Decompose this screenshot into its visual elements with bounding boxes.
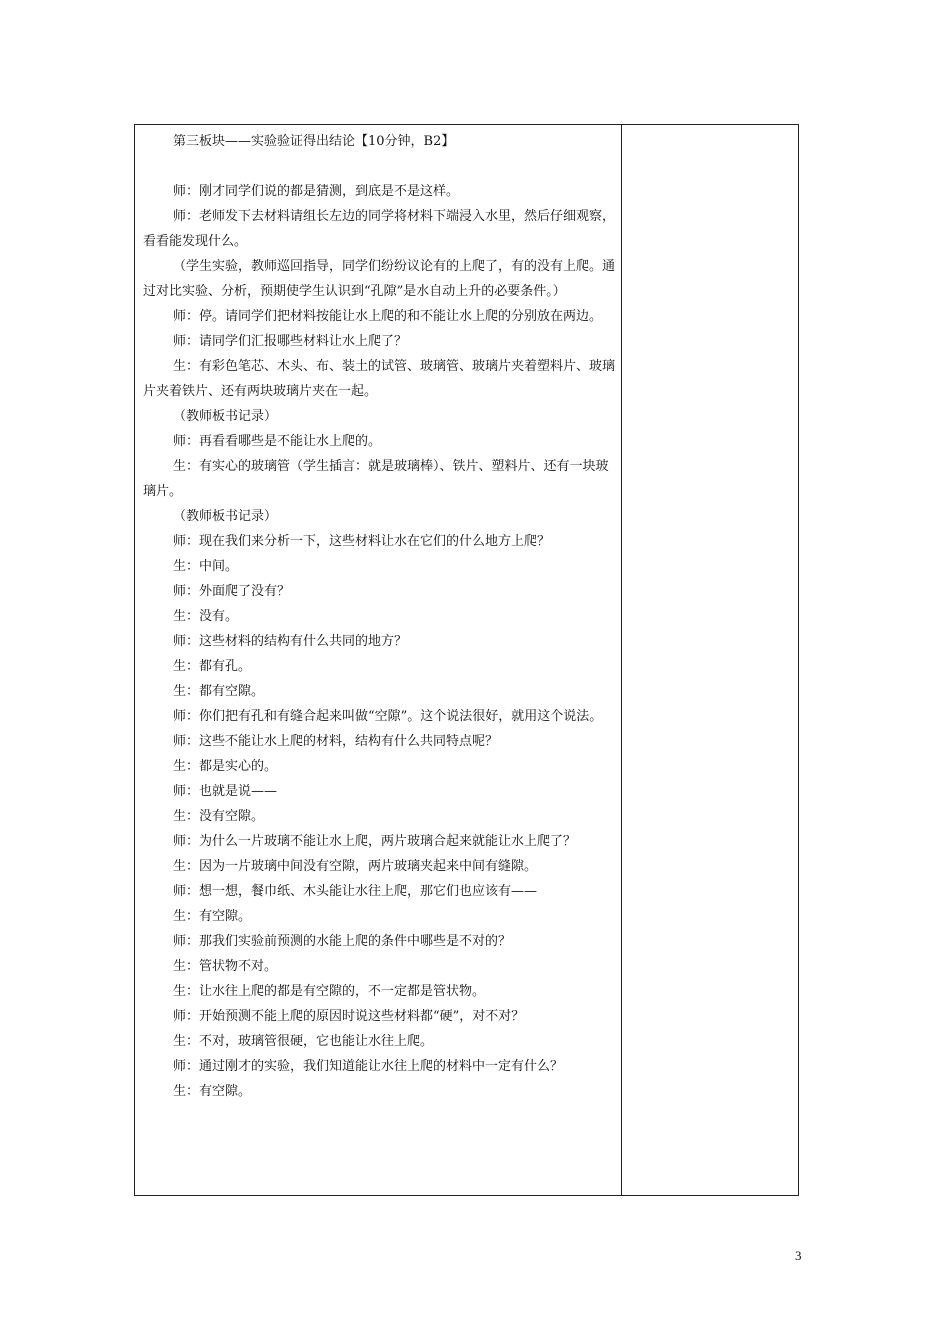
dialogue-line: 师：现在我们来分析一下，这些材料让水在它们的什么地方上爬？ bbox=[173, 534, 551, 549]
dialogue-line: 生：有彩色笔芯、木头、布、装土的试管、玻璃管、玻璃片夹着塑料片、玻璃片夹着铁片、还有两块玻璃片夹在一起。 bbox=[143, 359, 616, 399]
dialogue-line: 师：也就是说—— bbox=[173, 784, 278, 799]
dialogue-line: 生：让水往上爬的都是有空隙的，不一定都是管状物。 bbox=[173, 984, 486, 999]
dialogue-list bbox=[143, 179, 617, 1104]
section-heading: 第三板块——实验验证得出结论【10分钟，B2】 bbox=[173, 134, 455, 149]
dialogue-line: 生：有空隙。 bbox=[173, 1084, 252, 1099]
dialogue-line: 生：不对，玻璃管很硬，它也能让水往上爬。 bbox=[173, 1034, 434, 1049]
dialogue-line: 生：没有空隙。 bbox=[173, 809, 265, 824]
dialogue-line: 生：没有。 bbox=[173, 609, 239, 624]
dialogue-line: 师：老师发下去材料请组长左边的同学将材料下端浸入水里，然后仔细观察，看看能发现什么。 bbox=[143, 209, 616, 249]
dialogue-line: 生：有空隙。 bbox=[173, 909, 252, 924]
dialogue-line: 师：那我们实验前预测的水能上爬的条件中哪些是不对的？ bbox=[173, 934, 512, 949]
dialogue-line: 师：外面爬了没有？ bbox=[173, 584, 291, 599]
lesson-content-cell bbox=[143, 129, 617, 1104]
dialogue-line: 师：刚才同学们说的都是猜测，到底是不是这样。 bbox=[173, 184, 460, 199]
dialogue-line: 师：停。请同学们把材料按能让水上爬的和不能让水上爬的分别放在两边。 bbox=[173, 309, 603, 324]
lesson-table bbox=[134, 124, 799, 1196]
dialogue-line: 师：为什么一片玻璃不能让水上爬，两片玻璃合起来就能让水上爬了？ bbox=[173, 834, 577, 849]
dialogue-line: 生：有实心的玻璃管（学生插言：就是玻璃棒）、铁片、塑料片、还有一块玻璃片。 bbox=[143, 459, 609, 499]
dialogue-line: （教师板书记录） bbox=[173, 509, 278, 524]
dialogue-line: 生：都有孔。 bbox=[173, 659, 252, 674]
notes-cell bbox=[622, 125, 798, 1195]
dialogue-line: 师：这些材料的结构有什么共同的地方？ bbox=[173, 634, 408, 649]
dialogue-line: 生：中间。 bbox=[173, 559, 239, 574]
page-number: 3 bbox=[795, 1248, 802, 1263]
dialogue-line: 师：想一想，餐巾纸、木头能让水往上爬，那它们也应该有—— bbox=[173, 884, 538, 899]
dialogue-line: （学生实验，教师巡回指导，同学们纷纷议论有的上爬了，有的没有上爬。通过对比实验、分析，预期使学生认识到“孔隙”是水自动上升的必要条件。） bbox=[143, 259, 616, 299]
dialogue-line: （教师板书记录） bbox=[173, 409, 278, 424]
dialogue-line: 生：因为一片玻璃中间没有空隙，两片玻璃夹起来中间有缝隙。 bbox=[173, 859, 538, 874]
dialogue-line: 生：管状物不对。 bbox=[173, 959, 278, 974]
dialogue-line: 师：再看看哪些是不能让水上爬的。 bbox=[173, 434, 382, 449]
dialogue-line: 生：都有空隙。 bbox=[173, 684, 265, 699]
dialogue-line: 师：你们把有孔和有缝合起来叫做“空隙”。这个说法很好，就用这个说法。 bbox=[173, 709, 603, 724]
dialogue-line: 师：这些不能让水上爬的材料，结构有什么共同特点呢？ bbox=[173, 734, 499, 749]
dialogue-line: 师：通过刚才的实验，我们知道能让水往上爬的材料中一定有什么？ bbox=[173, 1059, 564, 1074]
dialogue-line: 师：请同学们汇报哪些材料让水上爬了？ bbox=[173, 334, 408, 349]
dialogue-line: 生：都是实心的。 bbox=[173, 759, 278, 774]
dialogue-line: 师：开始预测不能上爬的原因时说这些材料都“硬”，对不对？ bbox=[173, 1009, 525, 1024]
blank-line bbox=[143, 154, 617, 179]
